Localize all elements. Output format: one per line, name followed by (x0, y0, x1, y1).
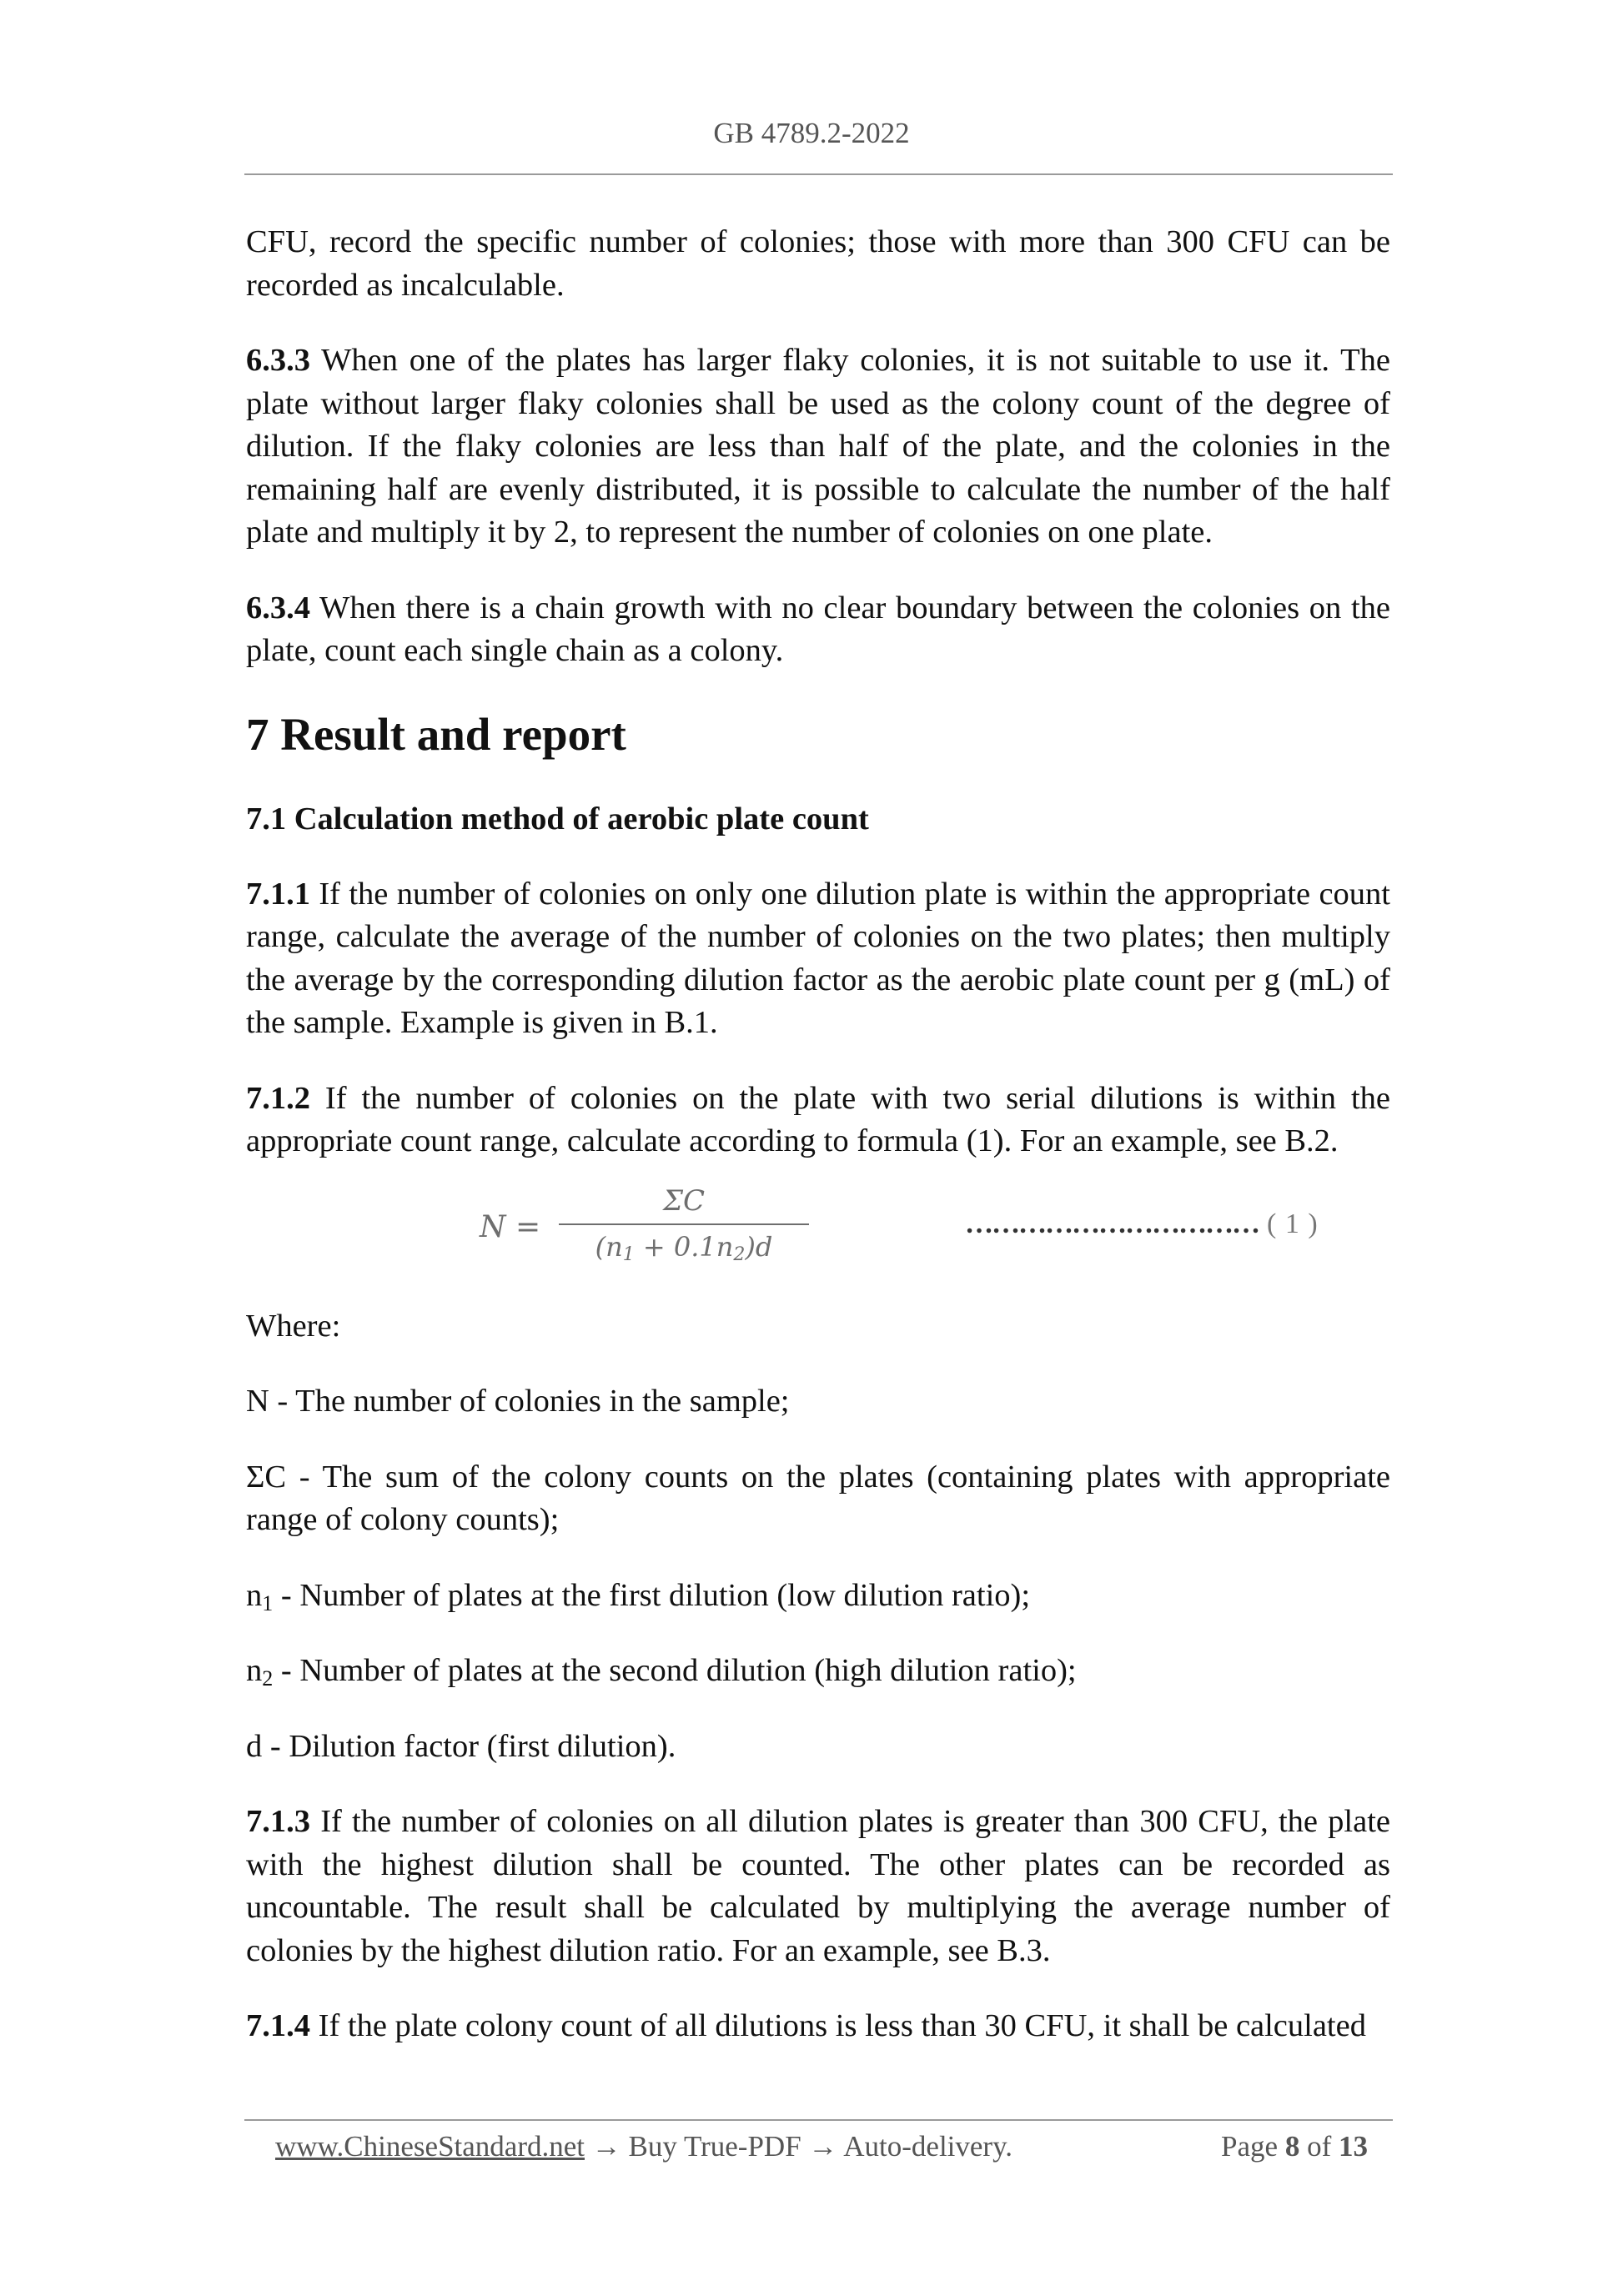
formula-numerator: ΣC (662, 1183, 706, 1218)
delivery-text: Auto-delivery. (843, 2130, 1013, 2163)
formula-lhs: N = (480, 1209, 541, 1244)
clause-text: If the number of colonies on the plate with two serial dilutions is within the appropriate count range, calculate according to formula (1). For an example, see B.2. (246, 1080, 1390, 1158)
clause-number: 7.1.4 (246, 2008, 310, 2043)
clause-7-1-1 (246, 873, 1390, 1045)
clause-number: 6.3.4 (246, 590, 310, 625)
formula-fraction (559, 1180, 809, 1265)
where-label: Where: (246, 1308, 341, 1344)
page-footer (275, 2126, 1368, 2168)
document-id: GB 4789.2-2022 (713, 117, 910, 149)
formula-1 (246, 1180, 1390, 1297)
clause-6-3-3 (246, 339, 1390, 555)
clause-number: 7.1.1 (246, 876, 310, 912)
clause-text: If the number of colonies on all dilution plates is greater than 300 CFU, the plate with the highest dilution shall be counted. The other plates can be recorded as uncountable. The result shall be calculated by multiplying the average number of colonies by the highest dilution ratio. For an example, see B.3. (246, 1804, 1391, 1968)
equation-label: ( 1 ) (1267, 1208, 1319, 1239)
of-word: of (1307, 2130, 1332, 2163)
subsection-heading-7-1: 7.1 Calculation method of aerobic plate count (246, 801, 869, 837)
dot-leader: …………………………… (965, 1208, 1259, 1239)
page-body (246, 221, 1390, 2048)
page-total: 13 (1339, 2130, 1368, 2163)
definition-sum-c: ΣC - The sum of the colony counts on the plates (containing plates with appropriate range of colony counts); (246, 1459, 1390, 1537)
definition-n: N - The number of colonies in the sample; (246, 1384, 790, 1419)
website-link[interactable]: www.ChineseStandard.net (275, 2130, 585, 2163)
page-header (0, 117, 1623, 150)
clause-text: If the plate colony count of all dilutions is less than 30 CFU, it shall be calculated (318, 2008, 1366, 2043)
definition-n2: $n_2$ - Number of plates at the second dilution (high dilution ratio); (246, 1653, 1077, 1691)
page-indicator (1221, 2126, 1368, 2168)
page-word: Page (1221, 2130, 1279, 2163)
clause-text: When one of the plates has larger flaky colonies, it is not suitable to use it. The plate without larger flaky colonies shall be used as the colony count of the degree of dilution. If the flaky colonies are less than half of the plate, and the colonies in the remaining half are evenly distributed, it is possible to calculate the number of the half plate and multiply it by 2, to represent the number of colonies on one plate. (246, 343, 1390, 550)
definition-d: d - Dilution factor (first dilution). (246, 1728, 676, 1764)
clause-7-1-3 (246, 1801, 1390, 1972)
header-divider (244, 173, 1393, 175)
clause-7-1-4 (246, 2005, 1390, 2048)
clause-7-1-2 (246, 1078, 1390, 1163)
buy-text: Buy True-PDF (628, 2130, 801, 2163)
section-heading-7: 7 Result and report (246, 708, 626, 760)
arrow-right-icon: → (808, 2130, 838, 2163)
clause-number: 6.3.3 (246, 343, 310, 378)
clause-text: If the number of colonies on only one dilution plate is within the appropriate count range, calculate the average of the number of colonies on the two plates; then multiply the average by the corresponding dilution factor as the aerobic plate count per g (mL) of the sample. Example is given in B.1. (246, 876, 1390, 1040)
clause-number: 7.1.3 (246, 1804, 310, 1839)
definition-n1: $n_1$ - Number of plates at the first dilution (low dilution ratio); (246, 1577, 1031, 1615)
formula-denominator: $(n_1 + 0.1n_2)d$ (595, 1230, 773, 1265)
fraction-bar (559, 1223, 809, 1225)
arrow-right-icon: → (591, 2130, 621, 2163)
paragraph-intro: CFU, record the specific number of colonies; those with more than 300 CFU can be recorded as incalculable. (246, 224, 1390, 303)
page-number: 8 (1284, 2130, 1300, 2163)
footer-divider (244, 2119, 1393, 2121)
equation-number (965, 1208, 1319, 1240)
clause-6-3-4 (246, 587, 1390, 673)
clause-text: When there is a chain growth with no clear boundary between the colonies on the plate, count each single chain as a colony. (246, 590, 1390, 668)
clause-number: 7.1.2 (246, 1080, 310, 1116)
